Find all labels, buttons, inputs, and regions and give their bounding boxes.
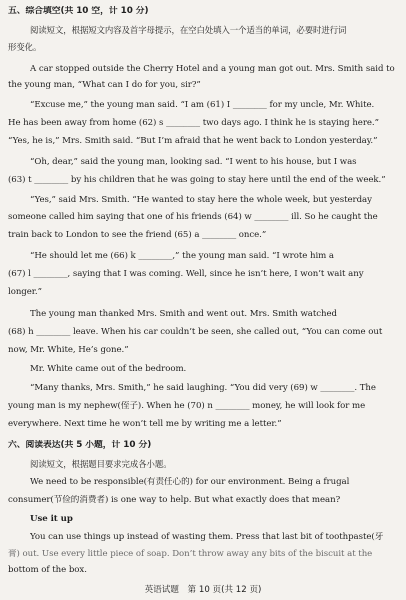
passage-line: “Many thanks, Mrs. Smith,” he said laughing. “You did very (69) w ________. The — [30, 383, 376, 393]
section6-line: consumer(节俭的消费者) is one way to help. But what exactly does that mean? — [8, 495, 341, 505]
passage-line: (68) h ________ leave. When his car couldn’t be seen, she called out, “You can come out — [8, 327, 383, 337]
passage-line: “Excuse me,” the young man said. “I am (61) I ________ for my uncle, Mr. White. — [30, 100, 375, 110]
passage-line: Mr. White came out of the bedroom. — [30, 364, 187, 374]
passage-line: (67) l ________, saying that I was coming. Well, since he isn’t here, I won’t wait any — [8, 269, 364, 279]
section6-body-line: You can use things up instead of wasting them. Press that last bit of toothpaste(牙 — [30, 532, 384, 542]
passage-line: longer.” — [8, 287, 42, 297]
passage-line: now, Mr. White, He’s gone.” — [8, 345, 129, 355]
passage-line: train back to London to see the friend (65) a ________ once.” — [8, 230, 267, 240]
section6-heading: 六、阅读表达(共 5 小题，计 10 分) — [8, 440, 152, 450]
section5-instruction-line2: 形变化。 — [8, 42, 42, 52]
passage-line: (63) t ________ by his children that he was going to stay here until the end of the week.” — [8, 175, 386, 185]
use-it-up-subheading: Use it up — [30, 514, 73, 524]
section6-instruction: 阅读短文，根据题目要求完成各小题。 — [30, 459, 172, 469]
page-footer: 英语试题 第 10 页(共 12 页) — [144, 585, 262, 595]
passage-line: “He should let me (66) k ________,” the young man said. “I wrote him a — [30, 251, 335, 261]
section6-body-line: 膏) out. Use every little piece of soap. Don’t throw away any bits of the biscuit at the — [8, 549, 373, 559]
section6-body-line: bottom of the box. — [8, 565, 87, 575]
section6-line: We need to be responsible(有责任心的) for our environment. Being a frugal — [30, 477, 350, 487]
passage-line: young man is my nephew(侄子). When he (70) n ________ money, he will look for me — [8, 401, 366, 411]
passage-line: He has been away from home (62) s ________ two days ago. I think he is staying here.” — [8, 118, 379, 128]
passage-line: “Yes, he is,” Mrs. Smith said. “But I’m afraid that he went back to London yesterday.” — [8, 136, 378, 146]
section5-instruction-line1: 阅读短文，根据短文内容及首字母提示，在空白处填入一个适当的单词，必要时进行词 — [30, 25, 347, 35]
passage-line: “Oh, dear,” said the young man, looking sad. “I went to his house, but I was — [30, 157, 357, 167]
passage-line: A car stopped outside the Cherry Hotel and a young man got out. Mrs. Smith said to — [30, 64, 395, 74]
passage-line: “Yes,” said Mrs. Smith. “He wanted to stay here the whole week, but yesterday — [30, 195, 372, 205]
passage-line: The young man thanked Mrs. Smith and went out. Mrs. Smith watched — [30, 309, 337, 319]
passage-line: everywhere. Next time he won’t tell me by writing me a letter.” — [8, 419, 282, 429]
section5-heading: 五、综合填空(共 10 空，计 10 分) — [8, 6, 149, 16]
passage-line: the young man, “What can I do for you, sir?” — [8, 80, 201, 90]
passage-line: someone called him saying that one of his friends (64) w ________ ill. So he caught the — [8, 212, 378, 222]
